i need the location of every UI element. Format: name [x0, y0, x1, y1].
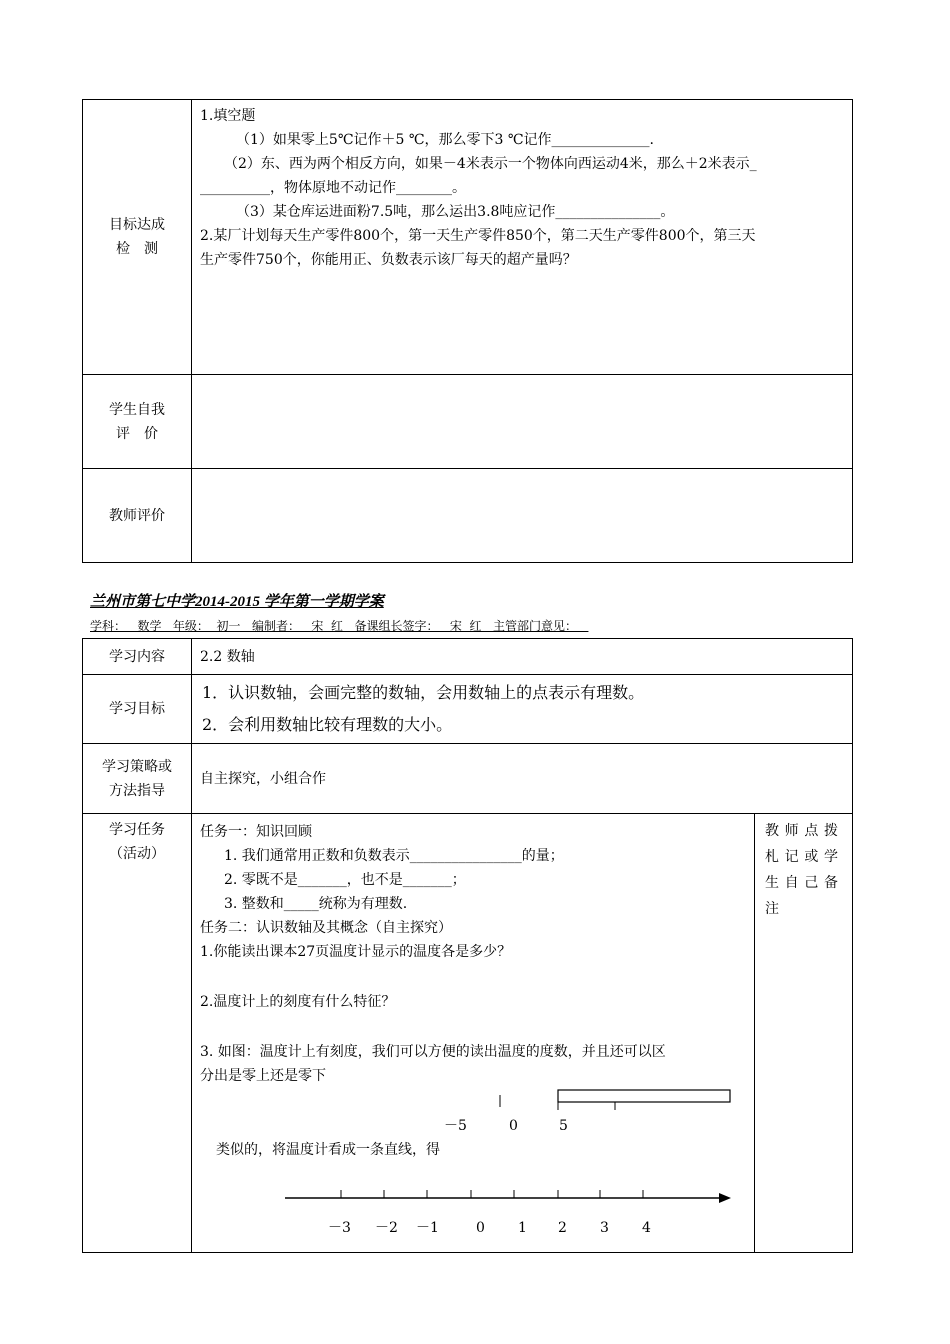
- label-line: 学生自我: [109, 401, 165, 418]
- goal-item: 1．认识数轴，会画完整的数轴，会用数轴上的点表示有理数。: [202, 683, 645, 702]
- label-line: 学习任务: [109, 822, 165, 838]
- lesson-plan-table: [82, 638, 853, 1253]
- thermometer-label: 0: [509, 1118, 518, 1134]
- teacher-eval-cell[interactable]: [192, 469, 853, 563]
- question-1b-line2: __________，物体原地不动记作________。: [200, 180, 466, 196]
- similar-text: 类似的，将温度计看成一条直线，得: [216, 1142, 440, 1158]
- thermometer-figure: [200, 1088, 745, 1138]
- teacher-eval-label: [83, 469, 192, 563]
- student-self-eval-label: [83, 375, 192, 469]
- question-1-title: 1.填空题: [200, 108, 256, 124]
- question-1a: （1）如果零上5℃记作＋5 ℃，那么零下3 ℃记作______________.: [236, 132, 654, 148]
- document-meta: 学科： 数学 年级： 初一 编制者： 宋 红 备课组长签字： 宋 红 主管部门意见：: [90, 619, 589, 633]
- thermometer-label: －5: [444, 1118, 467, 1134]
- strategy-label: [83, 744, 192, 814]
- target-check-content: [192, 100, 853, 375]
- evaluation-table: [82, 99, 853, 563]
- axis-label: －1: [416, 1220, 439, 1236]
- task-content: [192, 814, 755, 1253]
- task2-question-2: 2.温度计上的刻度有什么特征？: [200, 994, 396, 1010]
- task-label: [83, 814, 192, 1253]
- thermometer-body: [558, 1090, 730, 1102]
- thermometer-label: 5: [559, 1118, 568, 1134]
- question-1b-line1: （2）东、西为两个相反方向，如果－4米表示一个物体向西运动4米，那么＋2米表示_: [224, 156, 757, 172]
- task1-item: 1. 我们通常用正数和负数表示________________的量；: [224, 848, 564, 864]
- axis-label: －2: [375, 1220, 398, 1236]
- label-line: 学习策略或: [102, 758, 172, 775]
- axis-label: －3: [328, 1220, 351, 1236]
- number-line-ticks: [341, 1190, 643, 1198]
- content-label: 学习内容: [83, 639, 192, 675]
- question-2-line2: 生产零件750个，你能用正、负数表示该厂每天的超产量吗？: [200, 252, 577, 268]
- teacher-note: 教师点拨札记或学生自己备注: [755, 814, 853, 1253]
- number-line-labels: [328, 1220, 651, 1236]
- label-line: 方法指导: [109, 782, 165, 799]
- label-line: 目标达成: [109, 217, 165, 233]
- task1-item: 3. 整数和_____统称为有理数.: [224, 896, 408, 912]
- axis-label: 3: [600, 1220, 609, 1236]
- label-line: 检 测: [116, 241, 158, 257]
- content-value: 2.2 数轴: [192, 639, 853, 675]
- label-line: 教师评价: [109, 507, 165, 524]
- label-line: 评 价: [116, 425, 158, 442]
- target-check-label: [83, 100, 192, 375]
- label-line: （活动）: [109, 846, 165, 862]
- number-line-figure: [200, 1166, 745, 1246]
- axis-label: 4: [642, 1220, 651, 1236]
- question-2-line1: 2.某厂计划每天生产零件800个，第一天生产零件850个，第二天生产零件800个，第三天: [200, 228, 756, 244]
- task2-question-1: 1.你能读出课本27页温度计显示的温度各是多少？: [200, 944, 512, 960]
- number-line-arrow: [719, 1193, 731, 1203]
- axis-label: 2: [558, 1220, 567, 1236]
- strategy-value: 自主探究，小组合作: [192, 744, 853, 814]
- goals: [192, 675, 853, 744]
- axis-label: 0: [476, 1220, 485, 1236]
- task2-question-3-line1: 3. 如图：温度计上有刻度，我们可以方便的读出温度的度数，并且还可以区: [200, 1044, 666, 1060]
- task1-item: 2. 零既不是_______，也不是_______；: [224, 872, 466, 888]
- question-1c: （3）某仓库运进面粉7.5吨，那么运出3.8吨应记作_______________。: [236, 204, 675, 220]
- task2-question-3-line2: 分出是零上还是零下: [200, 1068, 326, 1084]
- task1-title: 任务一：知识回顾: [200, 824, 312, 840]
- task2-title: 任务二：认识数轴及其概念（自主探究）: [200, 920, 452, 936]
- student-self-eval-cell[interactable]: [192, 375, 853, 469]
- document-title: 兰州市第七中学2014-2015 学年第一学期学案: [90, 594, 384, 610]
- goal-label: 学习目标: [83, 675, 192, 744]
- axis-label: 1: [518, 1220, 527, 1236]
- goal-item: 2．会利用数轴比较有理数的大小。: [202, 715, 453, 734]
